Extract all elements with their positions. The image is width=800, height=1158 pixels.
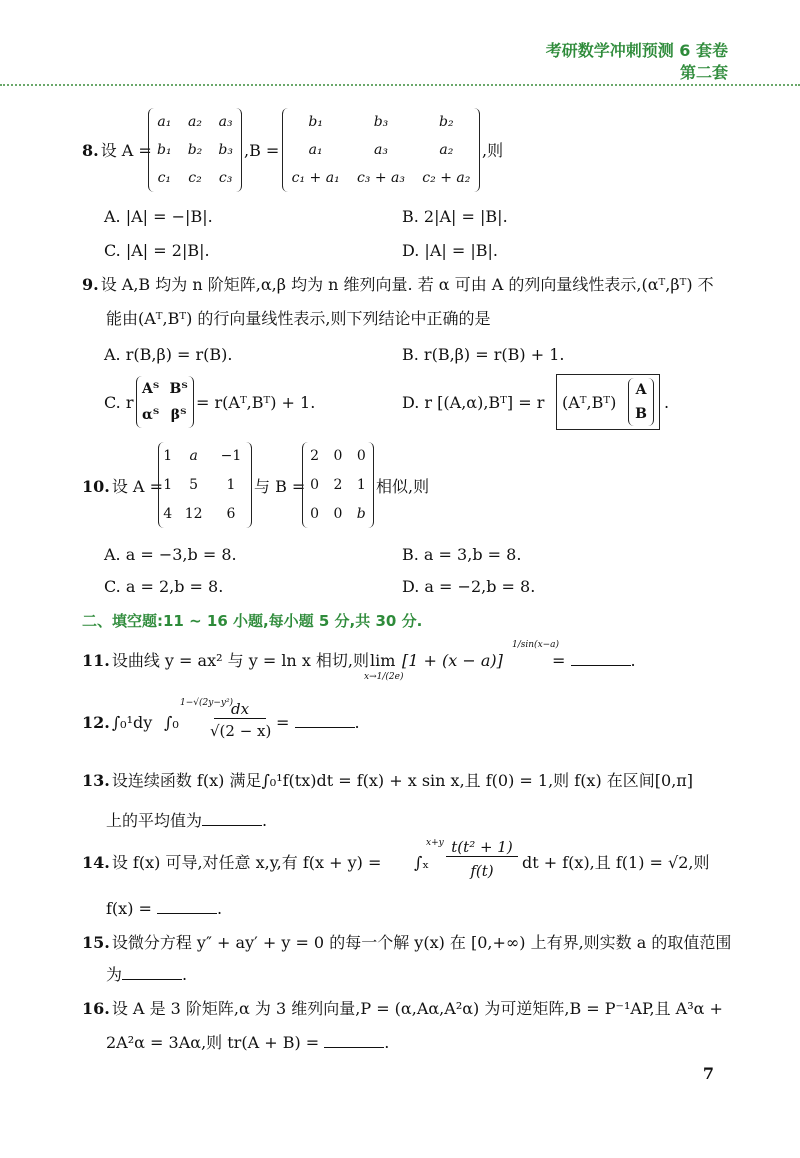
set-label: 第二套 <box>679 63 728 82</box>
q14-answer-blank[interactable] <box>157 899 217 914</box>
q8-option-a: A. |A| = −|B|. <box>104 207 213 226</box>
q8-matrix-b <box>282 108 480 192</box>
q10-a-cell: 1 <box>226 476 236 493</box>
q9-option-d-pre: D. r [(A,α),Bᵀ] = r <box>402 393 545 412</box>
q10-a-cell: 4 <box>163 505 173 522</box>
q14-line2: f(x) = . <box>106 899 223 918</box>
q8-b-cell: a₃ <box>374 142 388 158</box>
q10-a-cell: 12 <box>184 505 203 522</box>
q16-line1-text: 设 A 是 3 阶矩阵,α 为 3 维列向量,P = (α,Aα,A²α) 为可逆矩阵,B = P⁻¹AP,且 A³α + <box>111 999 723 1018</box>
q15-line1 <box>82 932 731 954</box>
q10-b-cell: 0 <box>333 448 343 465</box>
q16-line2-text: 2A²α = 3Aα,则 tr(A + B) = <box>106 1033 320 1052</box>
q14-pre: 设 f(x) 可导,对任意 x,y,有 f(x + y) = <box>111 853 382 872</box>
q12-denominator: √(2 − x) <box>210 722 272 740</box>
q14-int-upper: x+y <box>426 838 444 848</box>
q8-option-b: B. 2|A| = |B|. <box>402 207 508 226</box>
q8-a-cell: a₂ <box>188 114 202 130</box>
q12-numerator: dx <box>214 700 266 719</box>
q9-c-cell: βᵀ <box>170 407 187 423</box>
q10-matrix-a <box>158 442 252 528</box>
q8-a-cell: b₁ <box>157 142 172 158</box>
q10-stem-pre: 设 A = <box>111 477 163 496</box>
q8-mid: ,B = <box>244 141 280 160</box>
q11-equals: = <box>552 651 566 670</box>
q12-equals: = <box>276 713 290 732</box>
q8-stem-pre: 设 A = <box>100 141 152 160</box>
q10-mid: 与 B = <box>254 477 306 496</box>
q9-d-cell: A <box>635 382 647 398</box>
q13-answer-blank[interactable] <box>202 811 262 826</box>
book-title: 考研数学冲刺预测 6 套卷 <box>545 41 728 60</box>
q15-answer-blank[interactable] <box>122 965 182 980</box>
q12-tail: = . <box>276 713 360 732</box>
q8-b-cell: a₁ <box>308 142 323 158</box>
q9-line1-text: 设 A,B 均为 n 阶矩阵,α,β 均为 n 维列向量. 若 α 可由 A 的列向量线性表示,(αᵀ,βᵀ) 不 <box>100 275 714 294</box>
q14-denominator: f(t) <box>470 862 494 880</box>
q10-option-a: A. a = −3,b = 8. <box>104 545 237 564</box>
q13-line2: 上的平均值为 . <box>106 811 268 830</box>
q8-a-cell: a₁ <box>157 114 172 130</box>
q15-line2-text: 为 <box>106 965 123 984</box>
q9-line2: 能由(Aᵀ,Bᵀ) 的行向量线性表示,则下列结论中正确的是 <box>106 309 491 328</box>
q10-b-cell: 0 <box>333 505 343 522</box>
q16-line2: 2A²α = 3Aα,则 tr(A + B) = . <box>106 1033 390 1052</box>
q12-int2: ∫₀ <box>164 713 179 732</box>
q9-d-cell: B <box>635 406 647 422</box>
q10-b-cell: 1 <box>356 476 366 493</box>
q11-answer-blank[interactable] <box>571 651 631 666</box>
q9-option-c-matrix <box>136 376 194 428</box>
q10-option-c: C. a = 2,b = 8. <box>104 577 224 596</box>
q12-int1: ∫₀¹dy <box>111 713 153 732</box>
q10-a-cell: 6 <box>226 505 236 522</box>
q8-b-cell: c₃ + a₃ <box>356 170 406 186</box>
q14-post: dt + f(x),且 f(1) = √2,则 <box>522 853 710 872</box>
q8-a-cell: b₃ <box>218 142 233 158</box>
q8-b-cell: b₁ <box>308 114 323 130</box>
q9-option-a: A. r(B,β) = r(B). <box>104 345 233 364</box>
q14-int: ∫ₓ <box>414 853 430 872</box>
q16-line1 <box>82 998 723 1020</box>
q15-number: 15. <box>82 933 110 952</box>
q8-a-cell: b₂ <box>187 142 203 158</box>
q9-number: 9. <box>82 275 99 294</box>
q14-line2-text: f(x) = <box>106 899 152 918</box>
q13-line1-text: 设连续函数 f(x) 满足∫₀¹f(tx)dt = f(x) + x sin x,且 f(0) = 1,则 f(x) 在区间[0,π] <box>111 771 694 790</box>
q9-option-d-end: . <box>664 393 670 412</box>
q10-option-d: D. a = −2,b = 8. <box>402 577 536 596</box>
q8-b-cell: a₂ <box>439 142 454 158</box>
q9-option-d-inner: (Aᵀ,Bᵀ) <box>562 393 617 412</box>
q10-option-b: B. a = 3,b = 8. <box>402 545 522 564</box>
q9-c-cell: αᵀ <box>142 407 160 423</box>
q13-number: 13. <box>82 771 110 790</box>
q13-line2-text: 上的平均值为 <box>106 811 203 830</box>
q12-answer-blank[interactable] <box>295 713 355 728</box>
q10-b-cell: 2 <box>333 476 343 493</box>
q12-stem <box>82 712 152 734</box>
q10-post: 相似,则 <box>376 477 430 496</box>
q12-int2-upper: 1−√(2y−y²) <box>180 698 234 708</box>
q10-b-cell: b <box>356 505 366 522</box>
page-number: 7 <box>702 1064 714 1083</box>
q16-answer-blank[interactable] <box>324 1033 384 1048</box>
q13-line1 <box>82 770 693 792</box>
q9-line1 <box>82 274 714 296</box>
q9-c-cell: Aᵀ <box>142 381 160 397</box>
q8-matrix-a <box>148 108 242 192</box>
q8-a-cell: c₃ <box>218 170 233 186</box>
q11-stem <box>82 650 369 672</box>
q9-option-d-col <box>628 378 654 426</box>
q10-number: 10. <box>82 477 110 496</box>
q10-b-cell: 0 <box>356 448 366 465</box>
q8-option-d: D. |A| = |B|. <box>402 241 498 260</box>
q8-b-cell: b₃ <box>373 114 389 130</box>
q11-tail: = . <box>552 651 636 670</box>
q8-a-cell: a₃ <box>218 114 233 130</box>
q11-lim: lim <box>370 651 396 670</box>
q10-a-cell: a <box>189 448 198 465</box>
q8-option-c: C. |A| = 2|B|. <box>104 241 210 260</box>
q8-a-cell: c₂ <box>188 170 202 186</box>
q14-stem <box>82 852 381 874</box>
q8-number: 8. <box>82 141 99 160</box>
q8-b-cell: c₂ + a₂ <box>422 170 471 186</box>
q10-matrix-b <box>302 442 374 528</box>
q11-number: 11. <box>82 651 110 670</box>
q14-number: 14. <box>82 853 110 872</box>
q10-a-cell: 1 <box>163 448 173 465</box>
q15-line1-text: 设微分方程 y″ + ay′ + y = 0 的每一个解 y(x) 在 [0,+∞) 上有界,则实数 a 的取值范围 <box>111 933 732 952</box>
q8-b-cell: c₁ + a₁ <box>291 170 340 186</box>
q11-text: 设曲线 y = ax² 与 y = ln x 相切,则 <box>111 651 370 670</box>
q10-b-cell: 2 <box>310 448 320 465</box>
q16-number: 16. <box>82 999 110 1018</box>
header-divider <box>0 84 800 86</box>
q10-a-cell: 1 <box>163 476 173 493</box>
q11-lim-sub: x→1/(2e) <box>364 672 404 682</box>
q9-option-b: B. r(B,β) = r(B) + 1. <box>402 345 565 364</box>
q11-expr: [1 + (x − a)] <box>402 651 503 670</box>
q9-option-c-post: = r(Aᵀ,Bᵀ) + 1. <box>196 393 316 412</box>
q15-line2: 为 . <box>106 965 188 984</box>
q10-a-cell: 5 <box>189 476 199 493</box>
q9-option-c-pre: C. r <box>104 393 134 412</box>
q8-post: ,则 <box>482 141 504 160</box>
q8-stem <box>82 140 152 162</box>
q9-c-cell: Bᵀ <box>169 381 188 397</box>
q12-number: 12. <box>82 713 110 732</box>
q14-numerator: t(t² + 1) <box>446 838 518 857</box>
section-heading: 二、填空题:11 ~ 16 小题,每小题 5 分,共 30 分. <box>82 612 423 630</box>
q10-b-cell: 0 <box>310 505 320 522</box>
q10-a-cell: −1 <box>220 448 242 465</box>
q10-b-cell: 0 <box>310 476 320 493</box>
q8-a-cell: c₁ <box>157 170 172 186</box>
q11-exponent: 1/sin(x−a) <box>512 640 560 650</box>
q10-stem <box>82 476 163 498</box>
q8-b-cell: b₂ <box>439 114 454 130</box>
